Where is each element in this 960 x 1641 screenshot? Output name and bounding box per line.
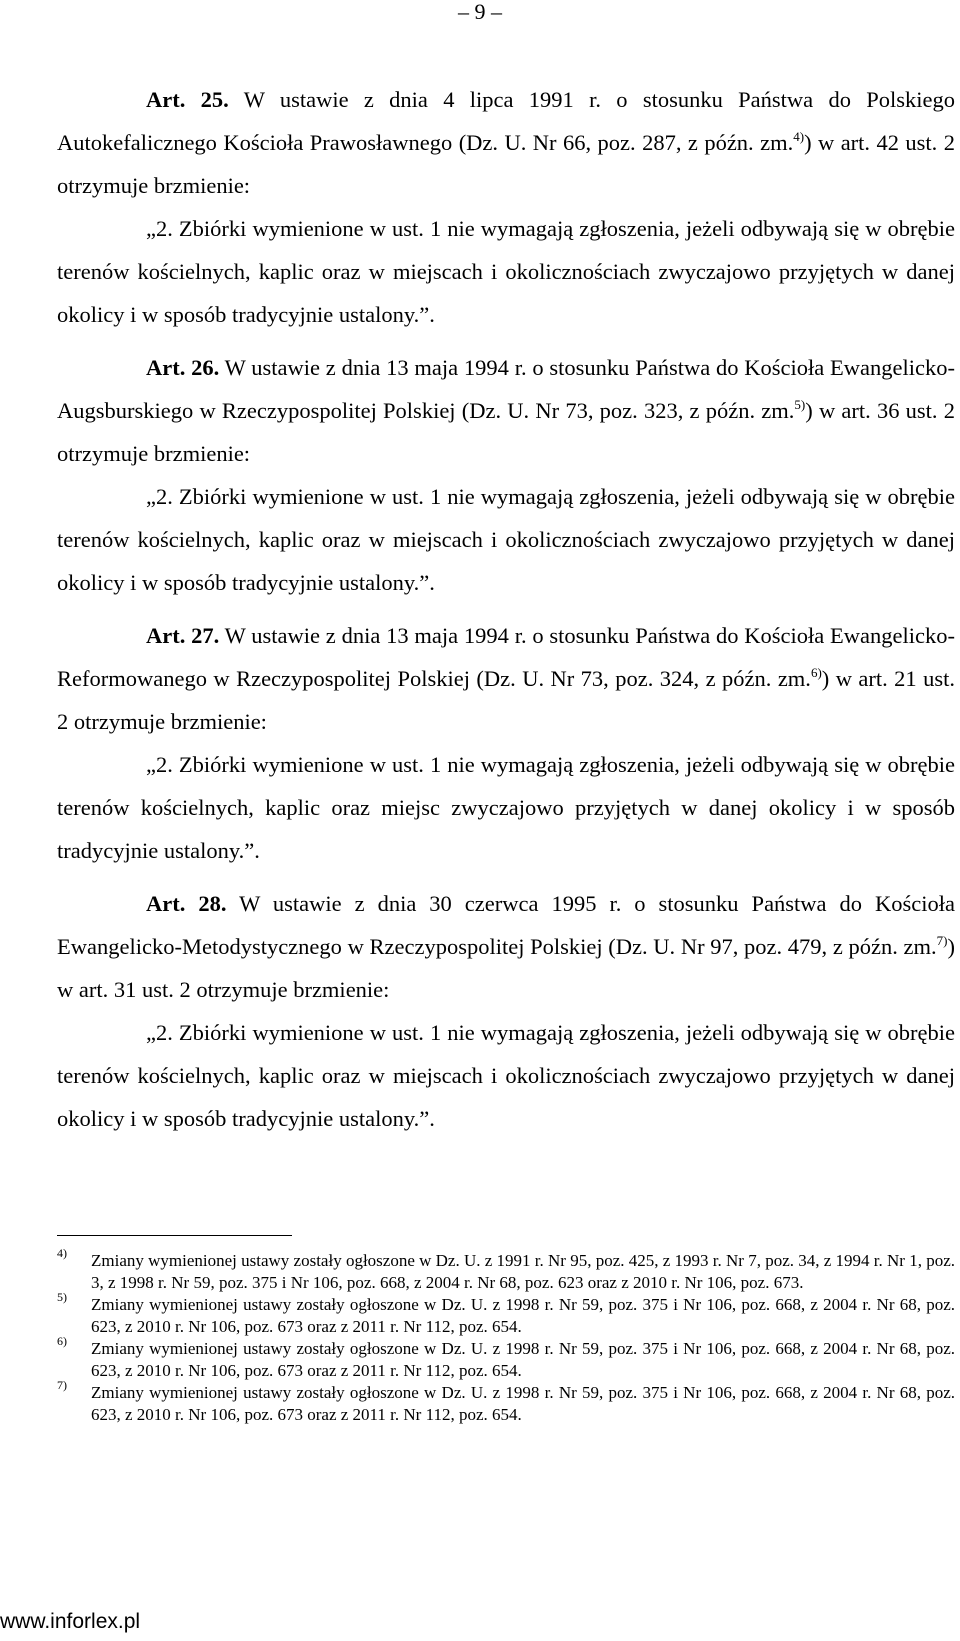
article-intro [57, 614, 955, 743]
article-text: W ustawie z dnia 13 maja 1994 r. o stosunku Państwa do Kościoła Ewangelicko-Augsburskiego w Rzeczypospolitej Polskiej (Dz. U. Nr 73, poz. 323, z późn. zm. [57, 355, 956, 423]
footnote-marker: 7) [57, 1378, 67, 1392]
article-text: W ustawie z dnia 4 lipca 1991 r. o stosunku Państwa do Polskiego Autokefalicznego Kościoła Prawosławnego (Dz. U. Nr 66, poz. 287, z późn. zm. [57, 87, 956, 155]
article-quote: „2. Zbiórki wymienione w ust. 1 nie wymagają zgłoszenia, jeżeli odbywają się w obrębie terenów kościelnych, kaplic oraz w miejscach i okolicznościach zwyczajowo przyjętych w danej okolicy i w sposób tradycyjnie ustalony.”. [57, 484, 955, 595]
footnote-text: Zmiany wymienionej ustawy zostały ogłoszone w Dz. U. z 1991 r. Nr 95, poz. 425, z 1993 r. Nr 7, poz. 34, z 1994 r. Nr 1, poz. 3, z 1998 r. Nr 59, poz. 375 i Nr 106, poz. 668, z 2004 r. Nr 68, poz. 623 oraz z 2010 r. Nr 106, poz. 673. [91, 1251, 956, 1292]
article-text-end: ) w art. 36 ust. 2 otrzymuje brzmienie: [57, 398, 956, 466]
footnote-text: Zmiany wymienionej ustawy zostały ogłoszone w Dz. U. z 1998 r. Nr 59, poz. 375 i Nr 106, poz. 668, z 2004 r. Nr 68, poz. 623, z 2010 r. Nr 106, poz. 673 oraz z 2011 r. Nr 112, poz. 654. [91, 1383, 955, 1424]
article-quote: „2. Zbiórki wymienione w ust. 1 nie wymagają zgłoszenia, jeżeli odbywają się w obrębie terenów kościelnych, kaplic oraz miejsc zwyczajowo przyjętych w danej okolicy i w sposób tradycyjnie ustalony.”. [57, 752, 955, 863]
article-text: W ustawie z dnia 30 czerwca 1995 r. o stosunku Państwa do Kościoła Ewangelicko-Metodystycznego w Rzeczypospolitej Polskiej (Dz. U. Nr 97, poz. 479, z późn. zm. [57, 891, 956, 959]
article-quote: „2. Zbiórki wymienione w ust. 1 nie wymagają zgłoszenia, jeżeli odbywają się w obrębie terenów kościelnych, kaplic oraz w miejscach i okolicznościach zwyczajowo przyjętych w danej okolicy i w sposób tradycyjnie ustalony.”. [57, 216, 955, 327]
footnote-ref[interactable]: 5) [794, 397, 806, 412]
footnote-text: Zmiany wymienionej ustawy zostały ogłoszone w Dz. U. z 1998 r. Nr 59, poz. 375 i Nr 106, poz. 668, z 2004 r. Nr 68, poz. 623, z 2010 r. Nr 106, poz. 673 oraz z 2011 r. Nr 112, poz. 654. [91, 1339, 955, 1380]
footnote-7 [57, 1378, 955, 1426]
article-intro [57, 346, 955, 475]
footnote-marker: 5) [57, 1290, 67, 1304]
article-text-end: ) w art. 31 ust. 2 otrzymuje brzmienie: [57, 934, 955, 1002]
footnotes [57, 1246, 956, 1426]
article-26 [57, 346, 955, 604]
footnote-ref[interactable]: 7) [936, 933, 948, 948]
footnote-divider [57, 1235, 292, 1236]
article-text: W ustawie z dnia 13 maja 1994 r. o stosunku Państwa do Kościoła Ewangelicko-Reformowanego w Rzeczypospolitej Polskiej (Dz. U. Nr 73, poz. 324, z późn. zm. [57, 623, 956, 691]
footnote-ref[interactable]: 6) [810, 665, 822, 680]
footnote-4 [57, 1246, 956, 1294]
footer-url[interactable]: www.inforlex.pl [0, 1610, 141, 1633]
article-label: Art. 25. [146, 87, 229, 112]
article-text-end: ) w art. 21 ust. 2 otrzymuje brzmienie: [57, 666, 956, 734]
footnote-marker: 4) [57, 1246, 67, 1260]
article-label: Art. 26. [146, 355, 220, 380]
article-27 [57, 614, 955, 872]
article-intro [57, 882, 955, 1011]
article-text-end: ) w art. 42 ust. 2 otrzymuje brzmienie: [57, 130, 955, 198]
article-intro [57, 78, 955, 207]
article-quote: „2. Zbiórki wymienione w ust. 1 nie wymagają zgłoszenia, jeżeli odbywają się w obrębie terenów kościelnych, kaplic oraz w miejscach i okolicznościach zwyczajowo przyjętych w danej okolicy i w sposób tradycyjnie ustalony.”. [57, 1020, 955, 1131]
article-label: Art. 28. [146, 891, 227, 916]
footnote-6 [57, 1334, 955, 1382]
footnote-ref[interactable]: 4) [793, 129, 805, 144]
article-28 [57, 882, 955, 1140]
article-25 [57, 78, 955, 336]
page-number: – 9 – [458, 0, 502, 24]
article-label: Art. 27. [146, 623, 220, 648]
footnote-marker: 6) [57, 1334, 67, 1348]
footnote-5 [57, 1290, 955, 1338]
footnote-text: Zmiany wymienionej ustawy zostały ogłoszone w Dz. U. z 1998 r. Nr 59, poz. 375 i Nr 106, poz. 668, z 2004 r. Nr 68, poz. 623, z 2010 r. Nr 106, poz. 673 oraz z 2011 r. Nr 112, poz. 654. [91, 1295, 955, 1336]
document-body [57, 78, 955, 1150]
